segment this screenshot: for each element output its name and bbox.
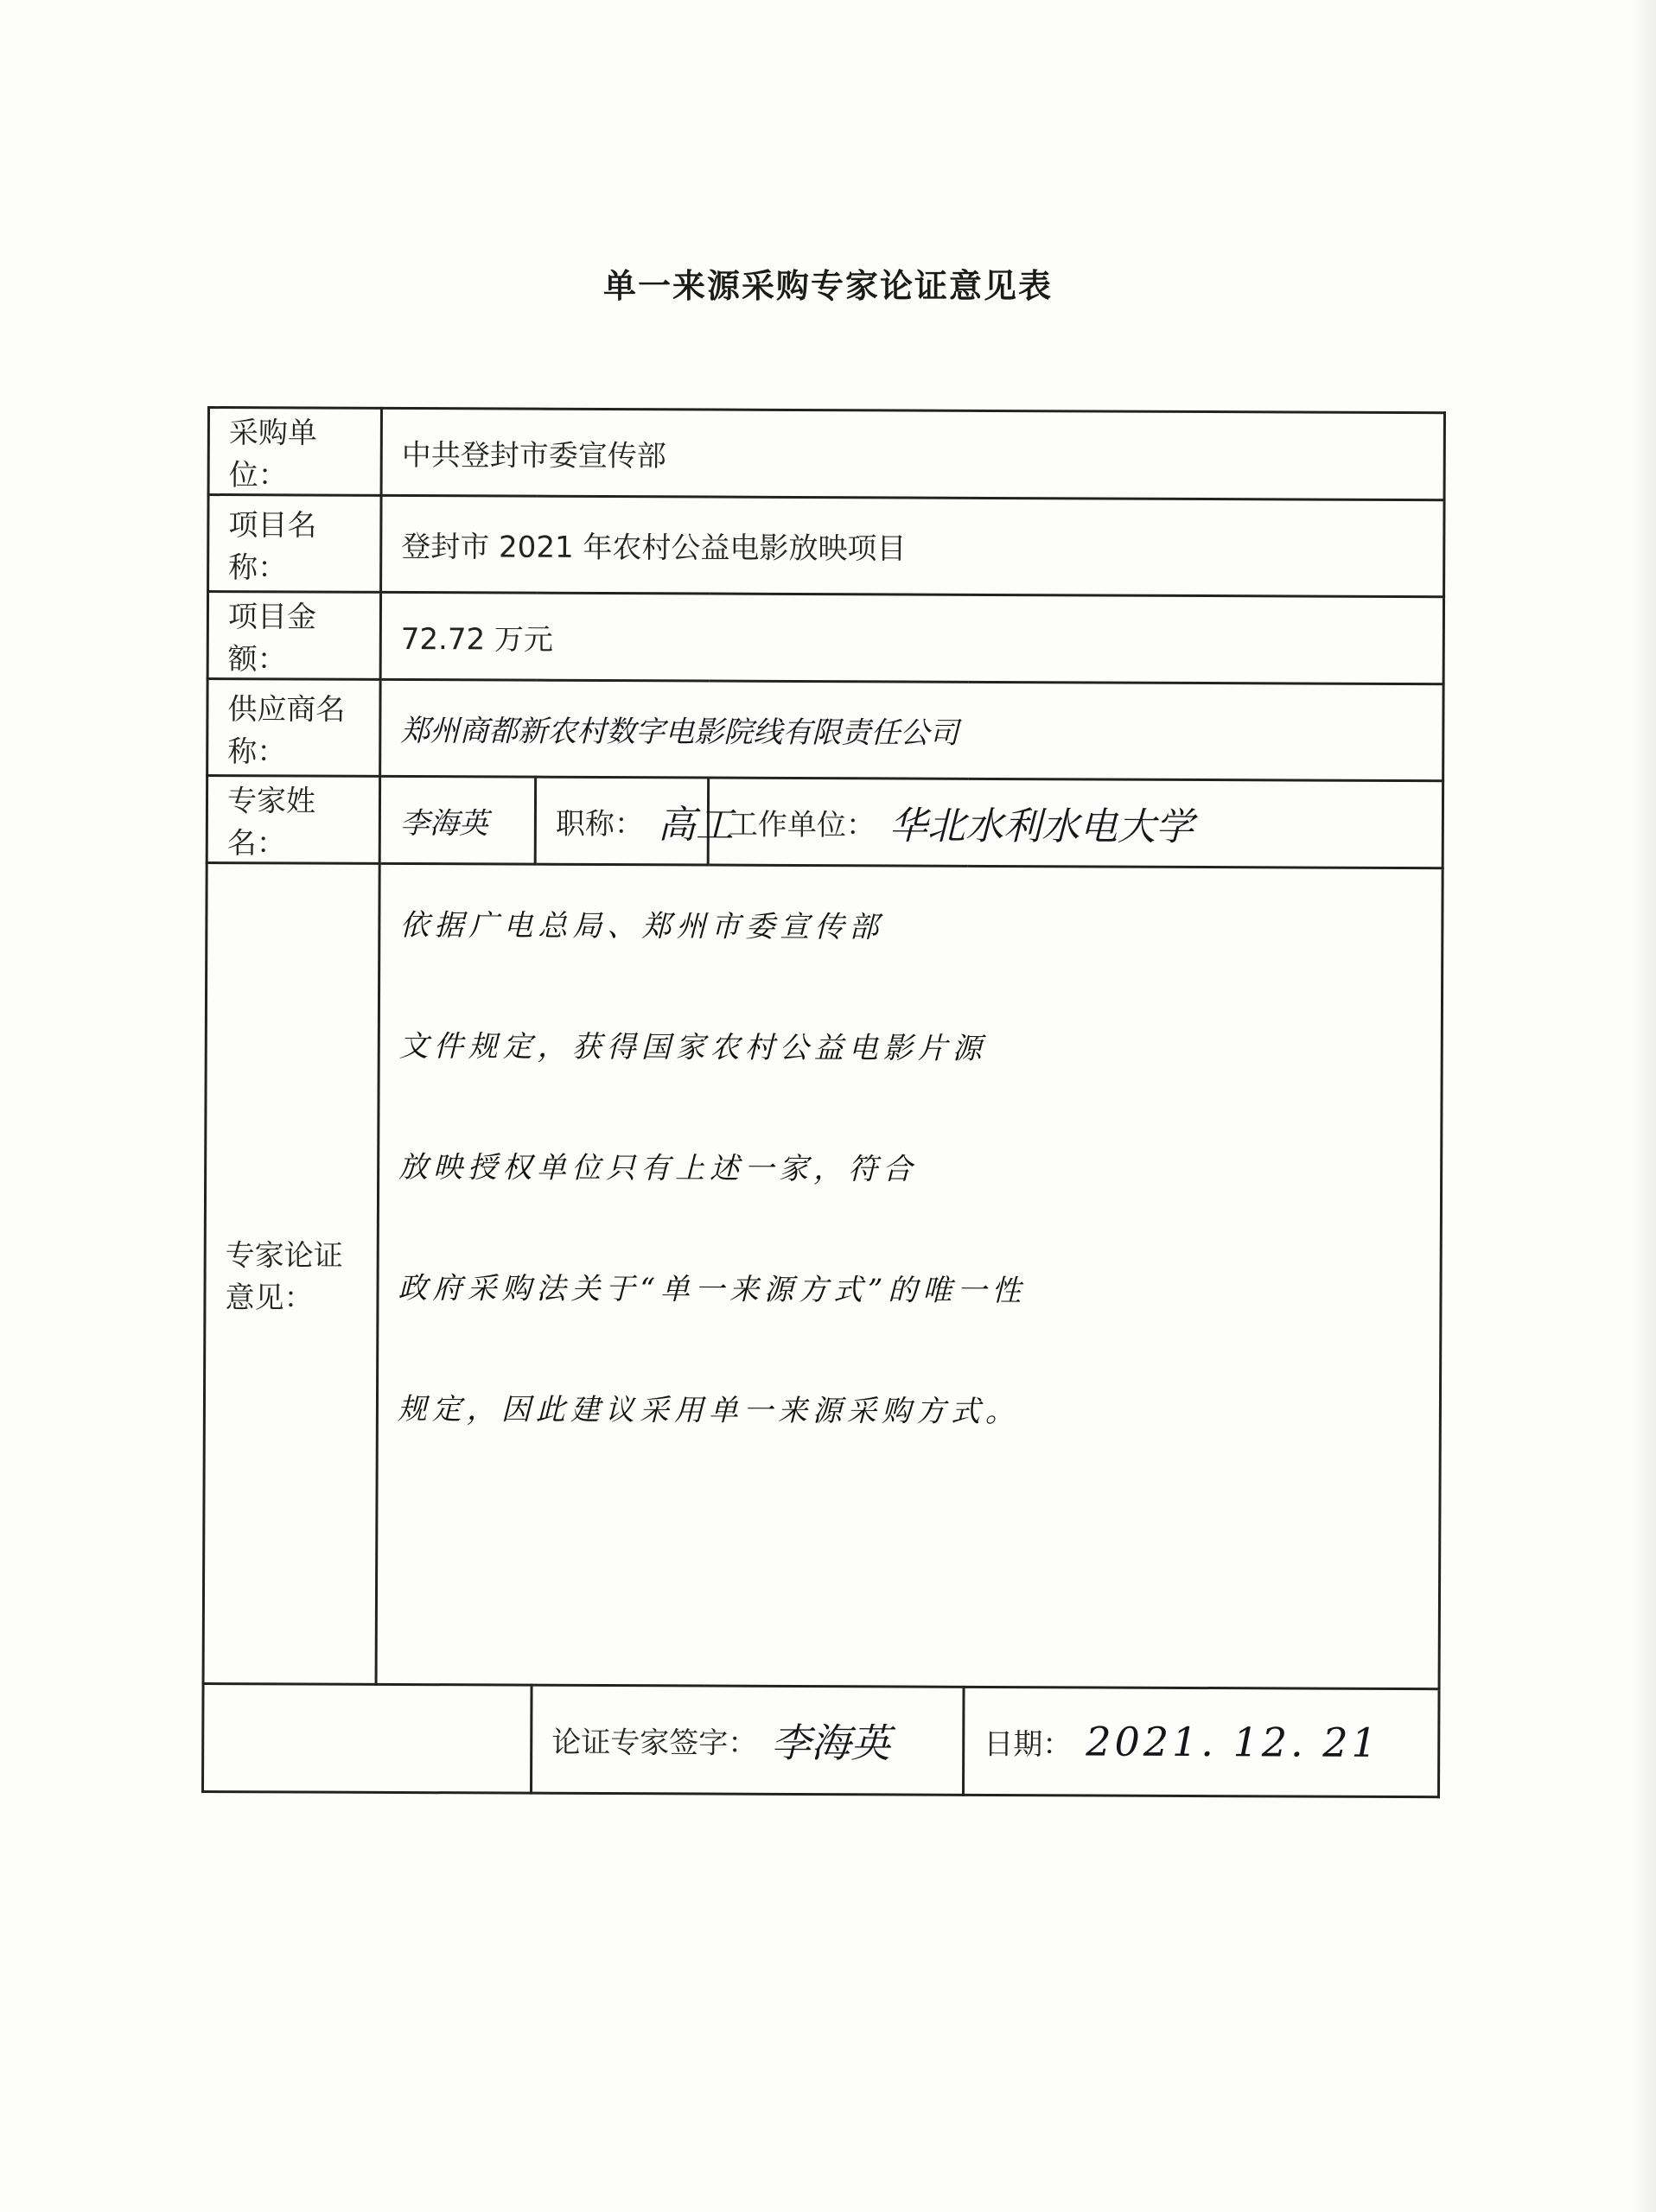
opinion-label-line2: 意见：	[225, 1280, 314, 1316]
purchaser-value: 中共登封市委宣传部	[381, 408, 1444, 499]
opinion-line: 规定，因此建议采用单一来源采购方式。	[397, 1391, 1021, 1430]
project-amount-value: 72.72 万元	[380, 592, 1443, 683]
date-label: 日期：	[984, 1726, 1073, 1762]
signature-cell	[531, 1685, 964, 1795]
paper-edge-shadow	[1630, 0, 1656, 2212]
opinion-text	[376, 863, 1443, 1688]
project-name-label: 项目名称：	[208, 495, 381, 593]
project-amount-label: 项目金额：	[207, 592, 380, 680]
expert-title-label: 职称：	[555, 806, 644, 842]
expert-opinion-form	[201, 406, 1443, 1798]
opinion-row	[203, 863, 1443, 1689]
expert-title-value: 高工	[657, 803, 735, 848]
expert-name-label: 专家姓名：	[207, 776, 379, 864]
expert-info-row	[207, 776, 1443, 868]
supplier-label: 供应商名称：	[207, 679, 380, 777]
purchaser-label: 采购单位：	[208, 408, 381, 496]
date-value: 2021. 12. 21	[1086, 1718, 1381, 1766]
project-name-value: 登封市 2021 年农村公益电影放映项目	[381, 495, 1444, 596]
purchaser-row	[208, 408, 1444, 500]
expert-title-cell	[535, 777, 735, 865]
signature-blank-cell	[203, 1683, 532, 1793]
supplier-value: 郑州商都新农村数字电影院线有限责任公司	[380, 679, 1443, 780]
page-title: 单一来源采购专家论证意见表	[602, 267, 1053, 305]
expert-unit-label: 工作单位：	[728, 807, 876, 842]
opinion-line: 文件规定，获得国家农村公益电影片源	[398, 1028, 987, 1066]
signature-value: 李海英	[771, 1719, 891, 1767]
form-table	[201, 406, 1446, 1798]
project-name-row	[208, 495, 1444, 597]
supplier-row	[207, 679, 1443, 781]
opinion-label-cell	[203, 863, 379, 1685]
expert-name-value: 李海英	[379, 776, 535, 864]
opinion-label-line1: 专家论证	[225, 1237, 343, 1274]
signature-row	[203, 1683, 1440, 1796]
opinion-line: 政府采购法关于“单一来源方式”的唯一性	[398, 1270, 1027, 1309]
expert-unit-cell	[708, 778, 1443, 868]
project-amount-row	[207, 592, 1443, 684]
expert-unit-value: 华北水利水电大学	[889, 804, 1194, 849]
opinion-line: 放映授权单位只有上述一家，符合	[398, 1149, 918, 1187]
date-cell	[963, 1687, 1439, 1796]
signature-label: 论证专家签字：	[551, 1725, 758, 1761]
opinion-line: 依据广电总局、郑州市委宣传部	[399, 907, 884, 945]
